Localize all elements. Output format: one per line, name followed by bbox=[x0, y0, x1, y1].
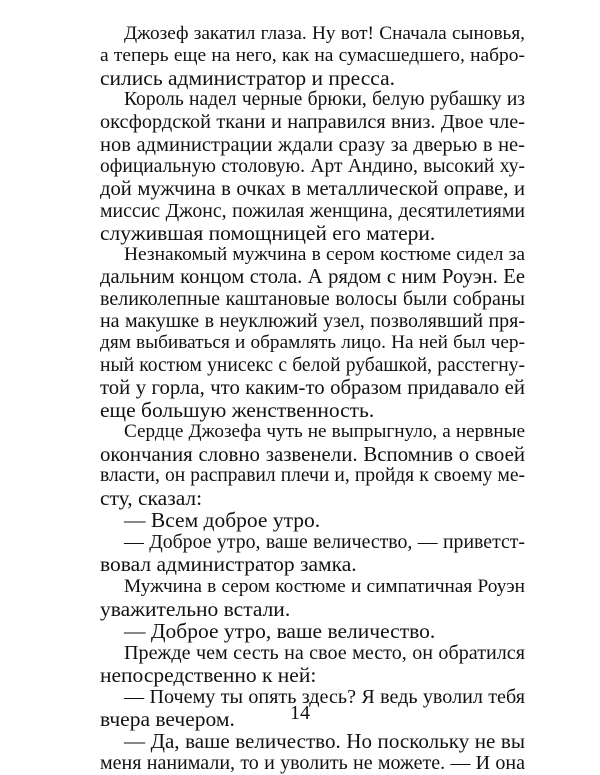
text-line: Незнакомый мужчина в сером костюме сидел за bbox=[124, 244, 525, 265]
text-line: на макушке в неуклюжий узел, позволявший пря- bbox=[100, 310, 525, 333]
text-line: служившая помощницей его матери. bbox=[100, 220, 436, 245]
text-line: официальную столовую. Арт Андино, высокий ху- bbox=[100, 155, 525, 177]
text-line: — Доброе утро, ваше величество. bbox=[124, 618, 436, 643]
text-line: окончания словно зазвенели. Вспомнив о своей bbox=[100, 441, 525, 466]
text-line: Прежде чем сесть на свое место, он обратился bbox=[124, 641, 525, 664]
text-line: уважительно встали. bbox=[100, 596, 291, 621]
text-line: — Да, ваше величество. Но поскольку не вы bbox=[124, 729, 525, 754]
text-line: ный костюм унисекс с белой рубашкой, расстегну- bbox=[100, 354, 525, 376]
text-line: Сердце Джозефа чуть не выпрыгнуло, а нервные bbox=[124, 420, 525, 442]
text-line: вовал администратор замка. bbox=[100, 552, 357, 577]
text-line: миссис Джонс, пожилая женщина, десятилетиями bbox=[100, 199, 525, 222]
text-line: той у горла, что каким-то образом придавало ей bbox=[100, 376, 525, 399]
text-line: еще большую женственность. bbox=[100, 397, 375, 422]
text-line: оксфордской ткани и направился вниз. Двое чле- bbox=[100, 111, 525, 134]
text-line: дям выбиваться и обрамлять лицо. На ней был чер- bbox=[100, 332, 525, 354]
text-line: великолепные каштановые волосы были собраны bbox=[100, 288, 525, 311]
text-line: меня нанимали, то и уволить не можете. — И она bbox=[100, 752, 525, 775]
text-line: — Почему ты опять здесь? Я ведь уволил тебя bbox=[124, 686, 525, 708]
text-line: — Доброе утро, ваше величество, — приветст- bbox=[124, 531, 525, 554]
text-line: непосредственно к ней: bbox=[100, 662, 317, 687]
text-line: власти, он расправил плечи и, пройдя к своему ме- bbox=[100, 465, 525, 486]
text-line: дальним концом стола. А рядом с ним Роуэн. Ее bbox=[100, 266, 525, 289]
text-line: дой мужчина в очках в металлической оправе, и bbox=[100, 177, 525, 200]
text-line: сились администратор и пресса. bbox=[100, 66, 396, 91]
text-line: Мужчина в сером костюме и симпатичная Роуэн bbox=[124, 575, 525, 597]
text-line: а теперь еще на него, как на сумасшедшего, набро- bbox=[100, 45, 525, 67]
text-line: вчера вечером. bbox=[100, 707, 235, 732]
text-line: Король надел черные брюки, белую рубашку из bbox=[124, 89, 525, 111]
text-line: сту, сказал: bbox=[100, 486, 203, 511]
page-number: 14 bbox=[290, 702, 310, 724]
text-line: нов администрации ждали сразу за дверью в не- bbox=[100, 133, 525, 156]
text-line: Джозеф закатил глаза. Ну вот! Сначала сыновья, bbox=[124, 23, 525, 44]
text-line: — Всем доброе утро. bbox=[124, 508, 321, 533]
